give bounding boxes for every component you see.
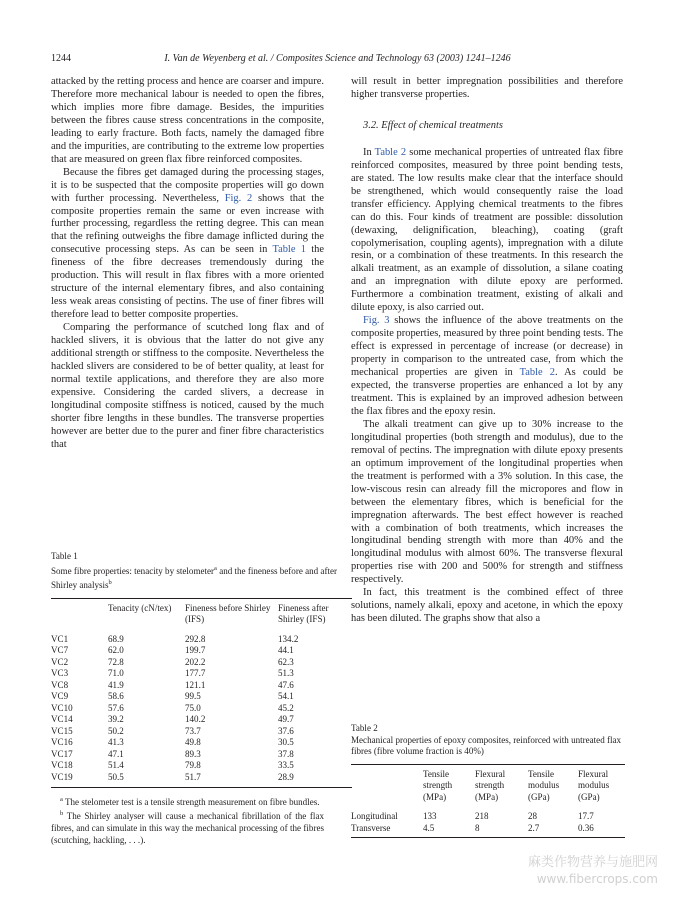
table-row: [51, 691, 352, 703]
table-1-grid: [51, 599, 352, 784]
column-header: [351, 765, 423, 808]
table-1-body: [51, 630, 352, 784]
table-row: [51, 760, 352, 772]
table-row: [51, 726, 352, 738]
table-cell: 218: [475, 811, 489, 821]
table-cell: 49.7: [278, 714, 294, 725]
table-row: [51, 645, 352, 657]
table-cell: 57.6: [108, 702, 124, 713]
table-row: [51, 668, 352, 680]
table-row: [51, 714, 352, 726]
row-label-cell: Longitudinal: [351, 811, 398, 821]
table-cell: 292.8: [185, 633, 206, 644]
table-cell: 37.6: [278, 725, 294, 736]
table-cell: 73.7: [185, 725, 201, 736]
left-paragraph-3: Comparing the performance of scutched long flax and of hackled slivers, it is obvious that the latter do not give any additional strength or stiffness to the composite. Nevertheless the hackled slivers are considered to be of better quality, at least for normal textile applications, and therefore they are also more expensive. Considering the carded slivers, a decrease in longitudinal composite stiffness is noticed, caused by the much shorter fibre lengths in these bundles. The transverse properties however are better due to the purer and finer fibre characteristics that: [51, 322, 324, 450]
table-1: [51, 551, 352, 846]
table-row: [51, 772, 352, 784]
footnote-mark: b: [60, 810, 64, 818]
table-cell: 79.8: [185, 760, 201, 771]
table-row: [51, 634, 352, 646]
table-2-link[interactable]: Table 2: [519, 367, 555, 379]
left-paragraph-2: [51, 167, 324, 322]
table-cell: 8: [475, 822, 480, 833]
right-paragraph-3: [351, 315, 623, 419]
page-number: 1244: [51, 53, 71, 64]
right-paragraph-4: The alkali treatment can give up to 30% increase to the longitudinal properties (both strength and modulus), due to the removal of pectins. The impregnation with dilute epoxy presents an optimum improvement of the longitudinal properties when the treatment is performed with a 3% solution. In this case, the low-viscous resin can already fill the micropores and flow in between the elementary fibres, which is beneficial for the impregnation afterwards. The best effect however is reached with a combination of both treatments, which increases the longitudinal bending strength with more than 40% and the longitudinal modulus with almost 60%. The transverse flexural properties rise with 200 and 500% for strength and stiffness respectively.: [351, 418, 623, 586]
column-header: Fineness before Shirley (IFS): [185, 602, 271, 625]
section-heading: 3.2. Effect of chemical treatments: [363, 119, 503, 131]
table-cell: 140.2: [185, 714, 206, 725]
row-label-cell: VC7: [51, 645, 69, 656]
table-header-row: [351, 765, 625, 808]
table-2-body: [351, 807, 625, 834]
figure-3-link[interactable]: Fig. 3: [363, 315, 390, 327]
table-row: [351, 811, 625, 823]
table-2: [351, 723, 625, 838]
site-watermark: [528, 855, 658, 887]
table-cell: 41.9: [108, 679, 124, 690]
footnote-mark: a: [214, 564, 217, 572]
column-header: Tensile modulus (GPa): [528, 768, 560, 802]
table-cell: 50.2: [108, 725, 124, 736]
row-label-cell: VC14: [51, 714, 73, 725]
table-rule: [351, 837, 625, 838]
figure-2-link[interactable]: Fig. 2: [224, 192, 253, 204]
column-header: Flexural modulus (GPa): [578, 768, 610, 802]
footnote-text: The stelometer test is a tensile strength measurement on fibre bundles.: [62, 797, 320, 808]
table-cell: 121.1: [185, 679, 206, 690]
table-cell: 99.5: [185, 691, 201, 702]
table-cell: 47.6: [278, 679, 294, 690]
paragraph-text: the fineness of the fibre decreases tremendously during the production. This will result in flax fibres with a more oriented structure of the internal elementary fibres, and also containing less weak areas consisting of pectins. The use of finer fibres will therefore lead to better composite properties.: [51, 244, 324, 321]
table-cell: 44.1: [278, 645, 294, 656]
table-cell: 28.9: [278, 771, 294, 782]
table-2-label: Table 2: [351, 723, 378, 733]
watermark-line: 麻类作物营养与施肥网: [527, 855, 658, 870]
table-cell: 134.2: [278, 633, 299, 644]
table-2-link[interactable]: Table 2: [374, 146, 407, 158]
row-label-cell: VC17: [51, 748, 73, 759]
paragraph-text: In: [363, 146, 375, 158]
table-cell: 2.7: [528, 822, 540, 833]
table-cell: 41.3: [108, 737, 124, 748]
column-header: Fineness after Shirley (IFS): [278, 602, 329, 625]
column-header: Tensile strength (MPa): [423, 768, 453, 802]
table-cell: 39.2: [108, 714, 124, 725]
page-header: [51, 52, 624, 66]
left-column: [51, 76, 324, 452]
table-cell: 51.7: [185, 771, 201, 782]
row-label-cell: VC3: [51, 668, 69, 679]
table-1-footnotes: [51, 794, 324, 846]
table-cell: 72.8: [108, 656, 124, 667]
footnote-a: [51, 794, 324, 808]
table-cell: 30.5: [278, 737, 294, 748]
table-cell: 75.0: [185, 702, 201, 713]
table-cell: 68.9: [108, 633, 124, 644]
left-paragraph-1: attacked by the retting process and hence are coarser and impure. Therefore more mechanical labour is needed to open the fibres, which implies more fibre damage. Besides, the impurities between the fibres cause stress concentrations in the composite, leading to early fracture. Both facts, namely the damaged fibre and the impurities, are contributing to the extreme low properties that are measured on green flax fibre reinforced composites.: [51, 76, 324, 165]
row-label-cell: Transverse: [351, 822, 391, 833]
table-cell: 4.5: [423, 822, 435, 833]
table-cell: 33.5: [278, 760, 294, 771]
paragraph-text: shows the influence of the above treatments on the composite properties, measured by three point bending tests. The effect is expressed in percentage of increase (or decrease) in property in comparison to the untreated case, from which the mechanical properties are given in: [351, 315, 623, 379]
row-label-cell: VC19: [51, 771, 73, 782]
watermark-url: www.fibercrops.com: [536, 872, 658, 886]
column-header: [51, 599, 108, 630]
footnote-text: The Shirley analyser will cause a mechanical fibrillation of the flax fibres, and can simulate in this way the mechanical processing of the fibres (scutching, hackling, . . .).: [51, 811, 324, 846]
right-paragraph-1: will result in better impregnation possibilities and therefore higher transverse properties.: [351, 76, 623, 100]
table-1-caption: [51, 563, 352, 592]
table-header-row: [51, 599, 352, 630]
caption-text: Some fibre properties: tenacity by stelometer: [51, 565, 215, 576]
table-2-grid: [351, 765, 625, 835]
paragraph-text: some mechanical properties of untreated flax fibre reinforced composites, measured by three point bending tests, are stated. The low results make clear that the interface should be strengthened, which would consequently raise the load transfer efficiency. Applying chemical treatments to the fibres can do this. Four kinds of treatment are possible: dissolution (dewaxing, delignification, bleaching), coating (graft copolymerisation, coupling agents), impregnation with a dilute resin, or a combination of these treatments. In this research the alkali treatment, as an example of dissolution, a silane coating and an impregnation with dilute epoxy are performed. Furthermore a combination treatment, existing of alkali and dilute epoxy, is also carried out.: [351, 146, 623, 314]
table-cell: 45.2: [278, 702, 294, 713]
row-label-cell: VC1: [51, 633, 69, 644]
table-cell: 28: [528, 811, 538, 821]
table-cell: 62.3: [278, 656, 294, 667]
table-cell: 51.3: [278, 668, 294, 679]
table-cell: 54.1: [278, 691, 294, 702]
table-cell: 202.2: [185, 656, 206, 667]
table-cell: 50.5: [108, 771, 124, 782]
table-1-link[interactable]: Table 1: [272, 244, 306, 256]
table-cell: 58.6: [108, 691, 124, 702]
row-label-cell: VC9: [51, 691, 69, 702]
table-cell: 0.36: [578, 822, 594, 833]
column-header: Tenacity (cN/tex): [108, 602, 172, 613]
paragraph-text: Because the fibres get damaged during the processing stages, it is to be suspected that the composite properties will go down with further processing. Nevertheless,: [51, 166, 324, 204]
right-paragraph-2: [351, 147, 623, 315]
footnote-mark: b: [108, 579, 112, 587]
table-cell: 51.4: [108, 760, 124, 771]
footnote-b: [51, 808, 324, 846]
table-row: [351, 823, 625, 835]
row-label-cell: VC10: [51, 702, 73, 713]
table-row: [51, 737, 352, 749]
table-cell: 89.3: [185, 748, 201, 759]
running-title: I. Van de Weyenberg et al. / Composites Science and Technology 63 (2003) 1241–1246: [164, 53, 511, 64]
table-cell: 62.0: [108, 645, 124, 656]
row-label-cell: VC2: [51, 656, 69, 667]
table-cell: 47.1: [108, 748, 124, 759]
paragraph-text: shows that the composite properties remain the same or even increase with further processing, regardless the retting degree. This can mean that the refining outweighs the fibre damage inflicted during the consecutive processing steps. As can be seen in: [51, 192, 324, 256]
column-header: Flexural strength (MPa): [475, 768, 506, 802]
row-label-cell: VC8: [51, 679, 69, 690]
table-rule: [51, 787, 352, 788]
right-column: [351, 76, 623, 626]
table-cell: 71.0: [108, 668, 124, 679]
table-cell: 133: [423, 811, 437, 821]
paragraph-text: . As could be expected, the transverse properties are enhanced a lot by any treatment. This is explained by an improved adhesion between the flax fibres and the epoxy resin.: [351, 367, 623, 417]
table-cell: 199.7: [185, 645, 206, 656]
row-label-cell: VC18: [51, 760, 73, 771]
table-row: [51, 749, 352, 761]
row-label-cell: VC15: [51, 725, 73, 736]
caption-text: and the fineness before and after Shirley analysis: [51, 565, 338, 591]
right-paragraph-5: In fact, this treatment is the combined effect of three solutions, namely alkali, epoxy and acetone, in which the epoxy has been diluted. The graphs show that also a: [351, 587, 623, 625]
table-row: [51, 703, 352, 715]
table-cell: 177.7: [185, 668, 206, 679]
table-row: [51, 657, 352, 669]
table-cell: 49.8: [185, 737, 201, 748]
row-label-cell: VC16: [51, 737, 73, 748]
footnote-mark: a: [60, 796, 63, 804]
table-2-caption: Mechanical properties of epoxy composites, reinforced with untreated flax fibres (fibre volume fraction is 40%): [351, 734, 622, 756]
table-row: [51, 680, 352, 692]
table-cell: 37.8: [278, 748, 294, 759]
table-1-label: Table 1: [51, 551, 78, 561]
table-cell: 17.7: [578, 811, 594, 821]
